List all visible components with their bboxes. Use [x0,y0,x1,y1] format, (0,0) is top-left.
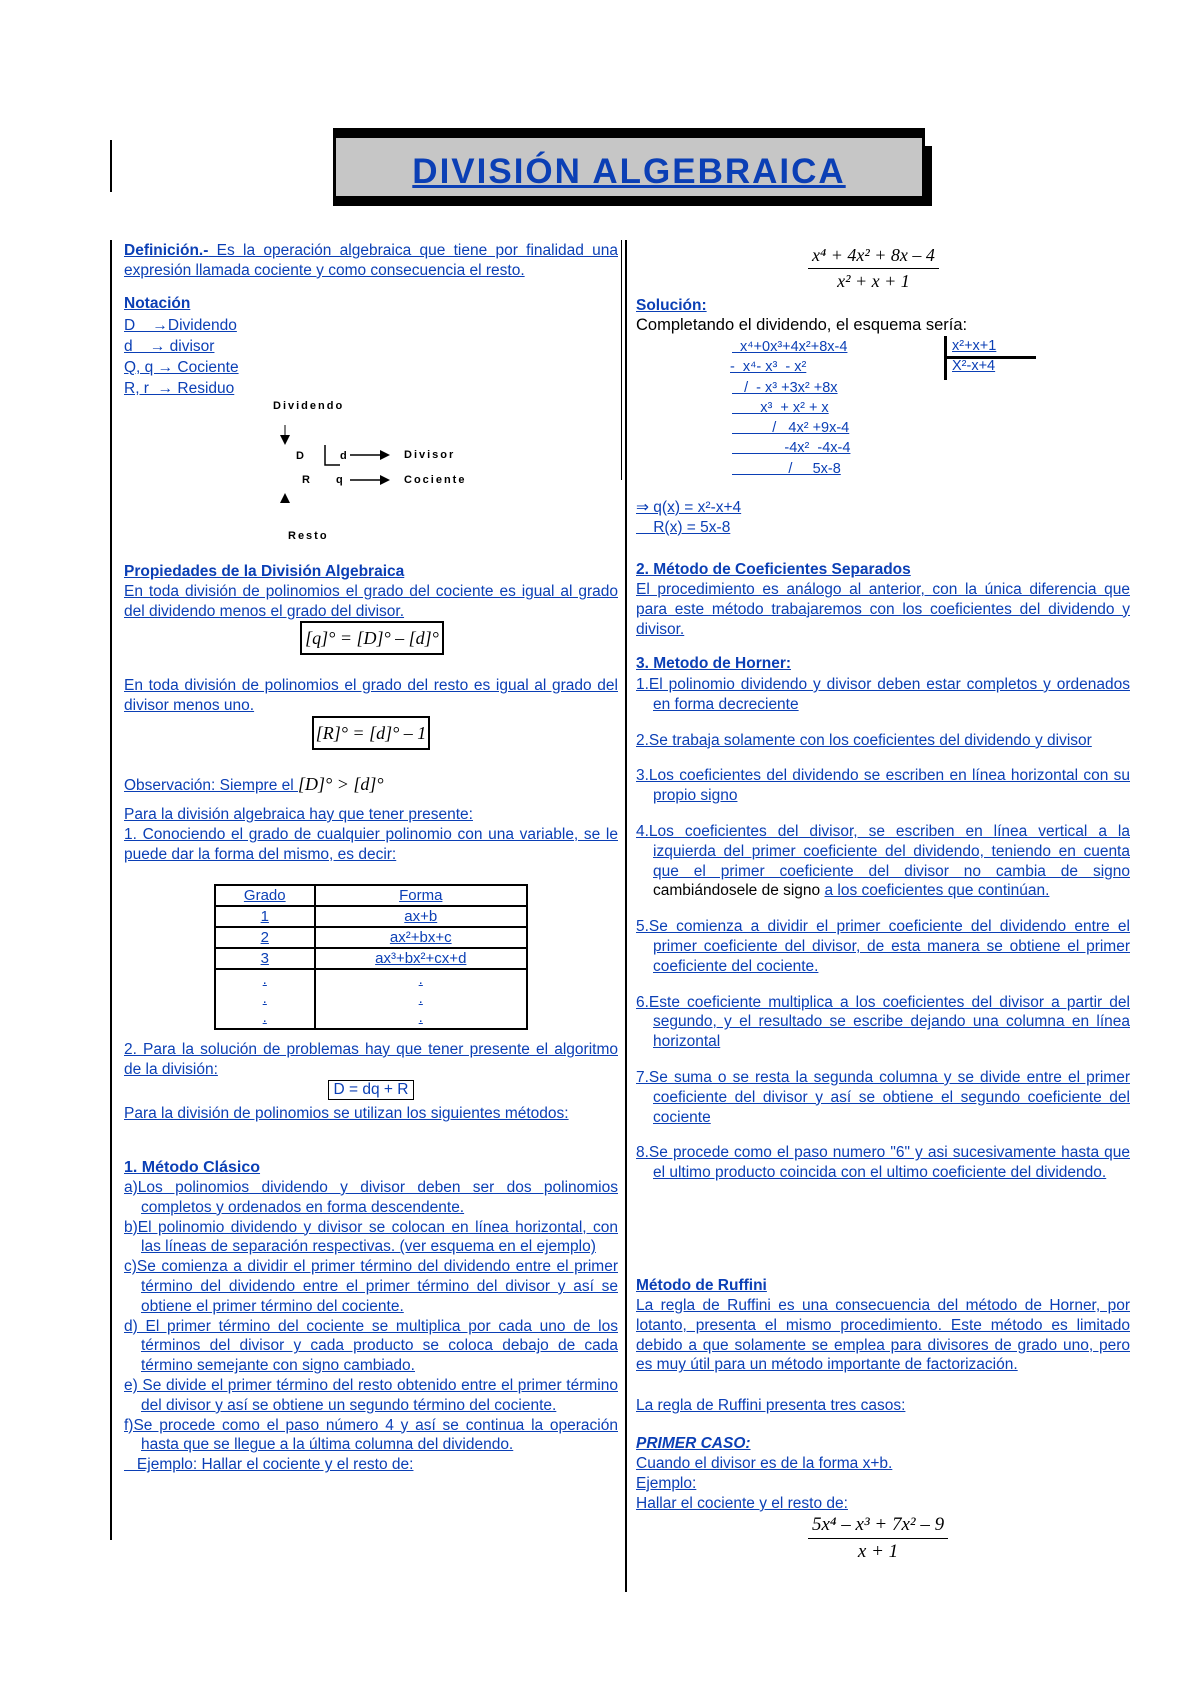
table-row [215,906,527,927]
scheme-line: x⁴+0x³+4x²+8x-4 [732,339,848,355]
scheme-line: / - x³ +3x² +8x [732,379,838,396]
arrow-down-icon [280,435,290,445]
division-bracket [325,445,340,465]
method2-text: El procedimiento es análogo al anterior, con la única diferencia que para este método trabajaremos con los coeficientes del dividendo y divisor. [636,581,1130,638]
table-cell: 2 [215,927,315,948]
first-case-heading: PRIMER CASO: [636,1435,751,1452]
diagram-R: R [302,474,312,486]
scheme-line: -4x² -4x-4 [732,440,851,457]
observation-text: Observación: Siempre el [124,777,299,794]
diagram-d: d [340,450,349,462]
fraction-numerator: x⁴ + 4x² + 8x – 4 [808,245,939,269]
table-cell: . [262,990,267,1007]
scheme-line: x³ + x² + x [732,399,829,416]
observation [124,775,618,796]
notation-item: d → divisor [124,338,215,355]
point-1: 1. Conociendo el grado de cualquier polinomio con una variable, se le puede dar la forma del mismo, es decir: [124,826,618,863]
table-header: Forma [315,885,527,906]
horner-step: 5.Se comienza a dividir el primer coeficiente del dividendo entre el primer coeficiente del divisor, de esta manera se obtiene el primer coeficiente del cociente. [636,918,1130,975]
horner-step-4-part: cambiándosele de signo [653,882,825,900]
scheme-divisor [952,336,996,377]
horner-step: 2.Se trabaja solamente con los coeficientes del dividendo y divisor [636,731,1092,749]
algorithm-box: D = dq + R [328,1080,414,1100]
ruffini-heading: Método de Ruffini [636,1277,767,1294]
properties-heading: Propiedades de la División Algebraica [124,563,405,580]
methods-intro: Para la división de polinomios se utilizan los siguientes métodos: [124,1105,569,1122]
scheme-line: / 5x-8 [732,460,841,477]
horner-steps [636,675,1130,1183]
scheme-line: / 4x² +9x-4 [732,420,850,437]
property-1: En toda división de polinomios el grado del cociente es igual al grado del dividendo menos el grado del divisor. [124,583,618,620]
notation-item: Q, q → Cociente [124,359,239,376]
table-cell: . [418,990,423,1007]
table-row [215,969,527,1029]
notation-item: D →Dividendo [124,317,237,334]
horner-step-4 [636,822,1130,901]
classic-example: Ejemplo: Hallar el cociente y el resto de: [124,1456,414,1474]
definition [124,241,618,281]
classic-method-heading: 1. Método Clásico [124,1159,261,1176]
diagram-q: q [336,474,345,486]
scheme-divisor-line: x²+x+1 [952,338,997,354]
classic-method-steps [124,1178,618,1475]
table-cell: . [418,971,423,988]
classic-step: b)El polinomio dividendo y divisor se colocan en línea horizontal, con las líneas de separación respectivas. (ver esquema en el ejemplo) [124,1218,618,1256]
classic-step: f)Se procede como el paso número 4 y así se continua la operación hasta que se llegue a la última columna del dividendo. [124,1416,618,1454]
horner-step: 6.Este coeficiente multiplica a los coeficientes del divisor a partir del segundo, y el resultado se escribe dejando una columna en línea horizontal [636,993,1130,1051]
table-cell-ellipsis [315,969,527,1029]
remainder-result: R(x) = 5x-8 [636,519,731,536]
fraction-numerator: 5x⁴ – x³ + 7x² – 9 [808,1514,948,1539]
diagram-resto-label: Resto [288,530,329,542]
diagram-divisor-label: Divisor [404,449,456,461]
solution-heading: Solución: [636,297,707,314]
classic-step: a)Los polinomios dividendo y divisor deben ser dos polinomios completos y ordenados en forma descendente. [124,1179,618,1216]
observation-formula: [D]° > [d]° [298,774,384,794]
grado-forma-table [214,884,528,1030]
table-cell: ax+b [315,906,527,927]
ruffini-text: La regla de Ruffini es una consecuencia del método de Horner, por lotanto, presenta el mismo procedimiento. Este método es limitado debido a que solamente se emplea para divisores de grado uno, pero es muy útil para un método importante de factorización. [636,1297,1130,1374]
scheme-quotient-line: X²-x+4 [952,358,996,375]
property-2: En toda división de polinomios el grado del resto es igual al grado del divisor menos uno. [124,677,618,714]
table-cell: 3 [215,948,315,969]
definition-text: Es la operación algebraica que tiene por finalidad una expresión llamada cociente y como consecuencia el resto. [124,242,618,279]
quotient-result: ⇒ q(x) = x²-x+4 [636,499,742,516]
example-text: Hallar el cociente y el resto de: [636,1495,848,1512]
example-fraction-1 [808,245,939,292]
method2-heading: 2. Método de Coeficientes Separados [636,561,911,578]
table-header-row [215,885,527,906]
classic-step: e) Se divide el primer término del resto obtenido entre el primer término del divisor y así se obtiene un segundo término del cociente. [124,1376,618,1414]
center-column-rule-2 [621,240,622,480]
diagram-dividendo-label: Dividendo [273,400,345,412]
horner-step: 1.El polinomio dividendo y divisor deben estar completos y ordenados en forma decreciente [636,676,1130,713]
diagram-cociente-label: Cociente [404,474,467,486]
point-2: 2. Para la solución de problemas hay que tener presente el algoritmo de la división: [124,1041,618,1078]
table-cell: . [262,971,267,988]
horner-step-4-part: 4.Los coeficientes del divisor, se escriben en línea vertical a la izquierda del primer coeficiente del dividendo, teniendo en cuenta que el primer coeficiente del divisor no cambia de signo [636,822,1130,880]
fraction-denominator: x + 1 [857,1541,899,1562]
table-cell: . [262,1009,267,1026]
formula-resto-grado: [R]° = [d]° – 1 [312,716,430,750]
margin-mark [110,140,112,192]
table-cell: . [418,1009,423,1026]
definition-label: Definición.- [124,242,209,259]
ruffini-cases: La regla de Ruffini presenta tres casos: [636,1397,906,1414]
horner-step: 8.Se procede como el paso numero "6" y asi sucesivamente hasta que el ultimo producto coincida con el ultimo coeficiente del dividendo. [636,1144,1130,1182]
title-shadow [924,146,932,206]
fraction-denominator: x² + x + 1 [837,271,910,291]
diagram-D: D [296,450,306,462]
formula-cociente-grado: [q]° = [D]° – [d]° [300,621,444,655]
table-cell: ax²+bx+c [315,927,527,948]
arrow-right-icon [380,450,390,460]
classic-step: d) El primer término del cociente se multiplica por cada uno de los términos del divisor y cada producto se coloca debajo de cada término semejante con signo cambiado. [124,1317,618,1375]
table-row [215,927,527,948]
horner-step: 3.Los coeficientes del dividendo se escriben en línea horizontal con su propio signo [636,767,1130,805]
example-fraction-2 [808,1514,948,1563]
horner-heading: 3. Metodo de Horner: [636,655,792,672]
notation-list [124,315,424,399]
scheme-line: - x⁴- x³ - x² [730,359,807,376]
present-intro: Para la división algebraica hay que tener presente: [124,806,473,823]
solution-text: Completando el dividendo, el esquema sería: [636,316,968,334]
division-scheme [732,337,882,479]
classic-step: c)Se comienza a dividir el primer término del dividendo entre el primer término del dividendo entre el primer término del divisor y así se obtiene el primer término del cociente. [124,1258,618,1315]
table-cell: ax³+bx²+cx+d [315,948,527,969]
arrow-right-icon [380,475,390,485]
title-banner [333,128,925,206]
table-cell-ellipsis [215,969,315,1029]
page-title: DIVISIÓN ALGEBRAICA [412,152,846,191]
left-column-rule [110,240,112,1540]
table-header: Grado [215,885,315,906]
table-row [215,948,527,969]
notation-item: R, r → Residuo [124,380,235,397]
arrow-up-icon [280,493,290,503]
example-label: Ejemplo: [636,1475,697,1492]
horner-step-4-part: a los coeficientes que continúan. [824,882,1050,900]
first-case-text: Cuando el divisor es de la forma x+b. [636,1455,893,1472]
horner-step: 7.Se suma o se resta la segunda columna y se divide entre el primer coeficiente del divisor y así se obtiene el segundo coeficiente del cociente [636,1068,1130,1126]
table-cell: 1 [215,906,315,927]
center-column-rule [625,240,627,1592]
notation-heading: Notación [124,295,191,312]
